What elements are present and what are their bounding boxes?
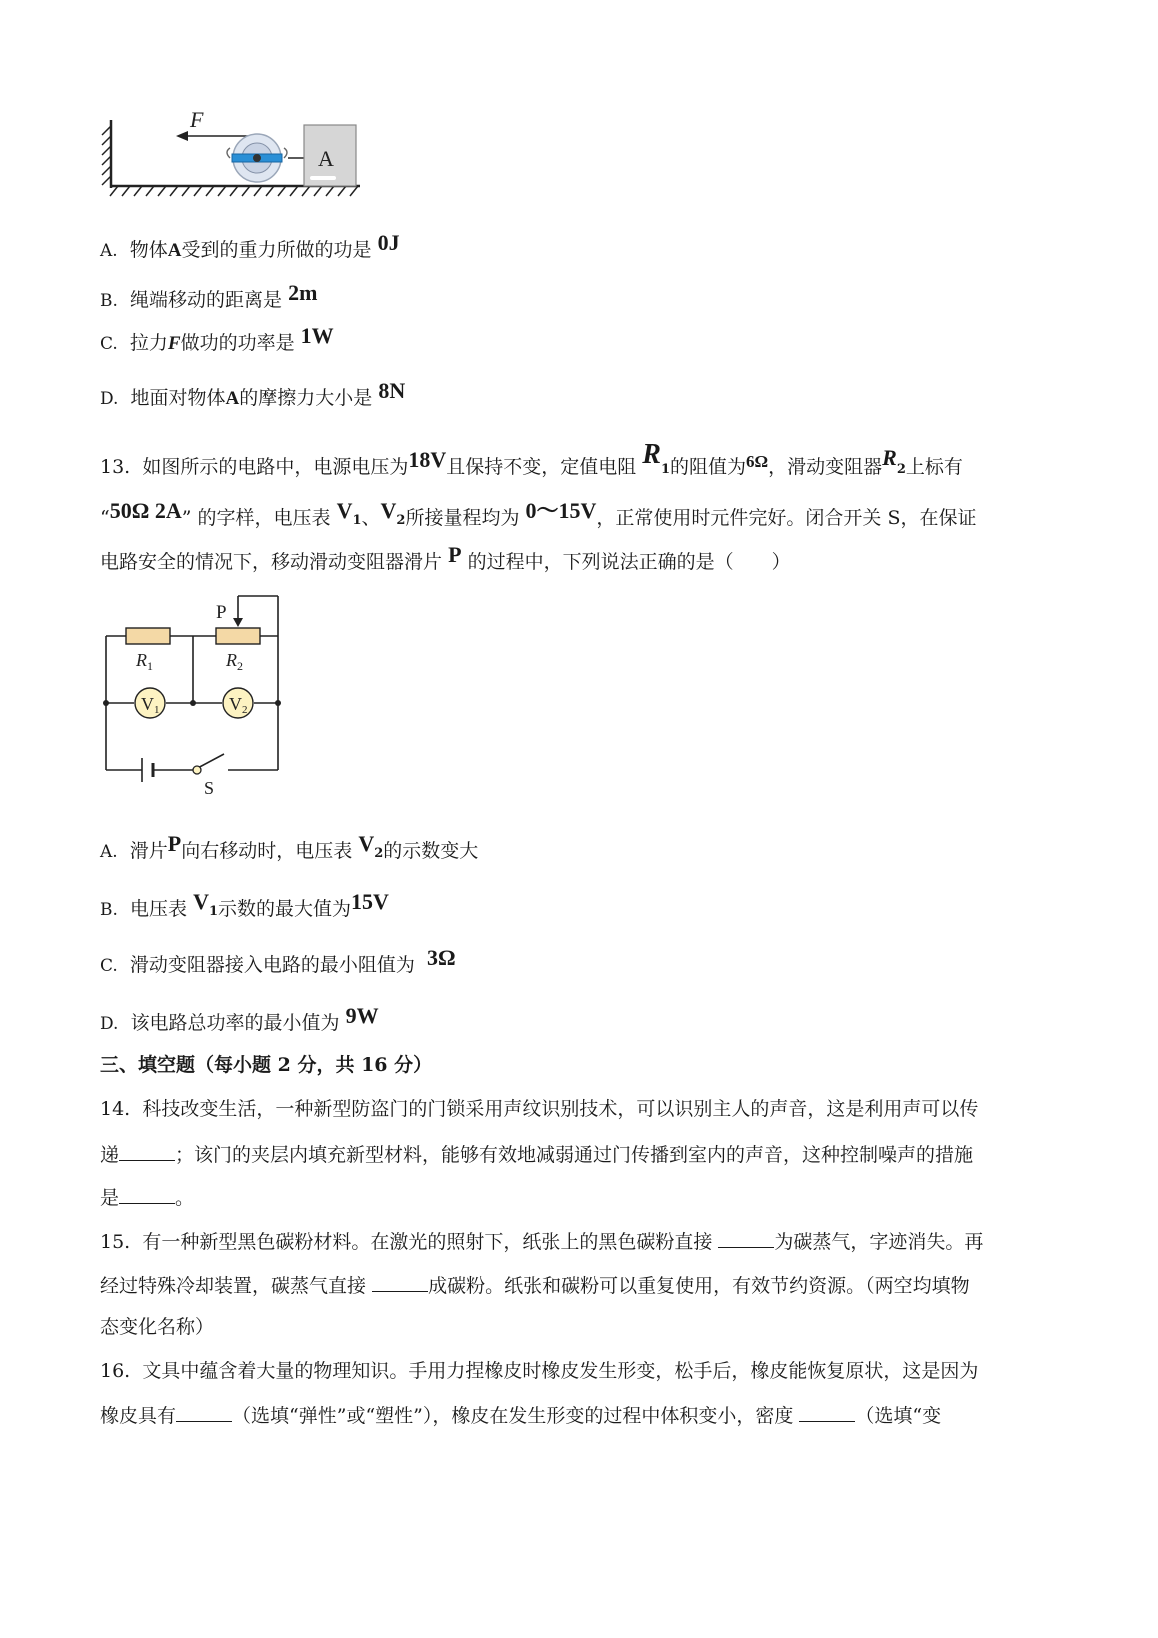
q15-line-2: 经过特殊冷却装置，碳蒸气直接 成碳粉。纸张和碳粉可以重复使用，有效节约资源。（两空均填物 [100, 1275, 970, 1297]
q13-stem-line-2: “50Ω 2A” 的字样，电压表 V1、V2所接量程均为 0～15V，正常使用时元件完好。闭合开关 S，在保证 [100, 498, 977, 529]
r2-label: $R_2$ [226, 650, 243, 673]
q12-option-b: B. 绳端移动的距离是 2m [100, 280, 318, 311]
q14-line-3: 是 。 [100, 1187, 195, 1209]
q15-blank-1[interactable] [718, 1231, 774, 1248]
q16-line-2: 橡皮具有 （选填“弹性”或“塑性”），橡皮在发生形变的过程中体积变小，密度 （选填“变 [100, 1405, 942, 1427]
slider-p-label: P [216, 602, 227, 623]
v1-label: V1 [141, 694, 160, 716]
block-a-label: A [318, 146, 334, 171]
q15-blank-2[interactable] [372, 1275, 428, 1292]
switch-s [193, 766, 201, 774]
q13-option-b: B. 电压表 V1示数的最大值为15V [100, 889, 389, 920]
q12-option-c: C. 拉力F做功的功率是 1W [100, 323, 334, 354]
q13-stem-line-3: 电路安全的情况下，移动滑动变阻器滑片 P 的过程中，下列说法正确的是（ ） [100, 542, 791, 573]
q13-option-a: A. 滑片P向右移动时，电压表 V2的示数变大 [100, 831, 479, 862]
q12-option-a: A. 物体A受到的重力所做的功是 0J [100, 230, 400, 261]
q15-line-1: 15. 有一种新型黑色碳粉材料。在激光的照射下，纸张上的黑色碳粉直接 为碳蒸气，字迹消失。再 [100, 1231, 984, 1253]
switch-label: S [204, 778, 215, 798]
q14-line-2: 递 ；该门的夹层内填充新型材料，能够有效地减弱通过门传播到室内的声音，这种控制噪声的措施 [100, 1144, 974, 1166]
q16-blank-2[interactable] [799, 1405, 855, 1422]
force-label: F [190, 108, 204, 132]
q16-blank-1[interactable] [176, 1405, 232, 1422]
resistor-r2 [216, 628, 260, 644]
r1-label: $R_1$ [136, 650, 153, 673]
q15-line-3: 态变化名称） [100, 1316, 215, 1338]
circuit-diagram [98, 590, 288, 800]
v2-label: V2 [229, 694, 248, 716]
section-3-title: 三、填空题（每小题 2 分，共 16 分） [100, 1054, 433, 1076]
q13-option-d: D. 该电路总功率的最小值为 9W [100, 1003, 379, 1034]
q12-option-d: D. 地面对物体A的摩擦力大小是 8N [100, 378, 406, 409]
q14-line-1: 14. 科技改变生活，一种新型防盗门的门锁采用声纹识别技术，可以识别主人的声音，这是利用声可以传 [100, 1098, 979, 1120]
q13-stem-line-1: 13. 如图所示的电路中，电源电压为18V且保持不变，定值电阻 R1的阻值为6Ω，滑动变阻器R2上标有 [100, 439, 963, 478]
q13-option-c: C. 滑动变阻器接入电路的最小阻值为 3Ω [100, 945, 456, 976]
q14-blank-1[interactable] [119, 1144, 175, 1161]
resistor-r1 [126, 628, 170, 644]
pulley-figure [98, 108, 368, 206]
q14-blank-2[interactable] [119, 1187, 175, 1204]
q16-line-1: 16. 文具中蕴含着大量的物理知识。手用力捏橡皮时橡皮发生形变，松手后，橡皮能恢复原状，这是因为 [100, 1360, 979, 1382]
